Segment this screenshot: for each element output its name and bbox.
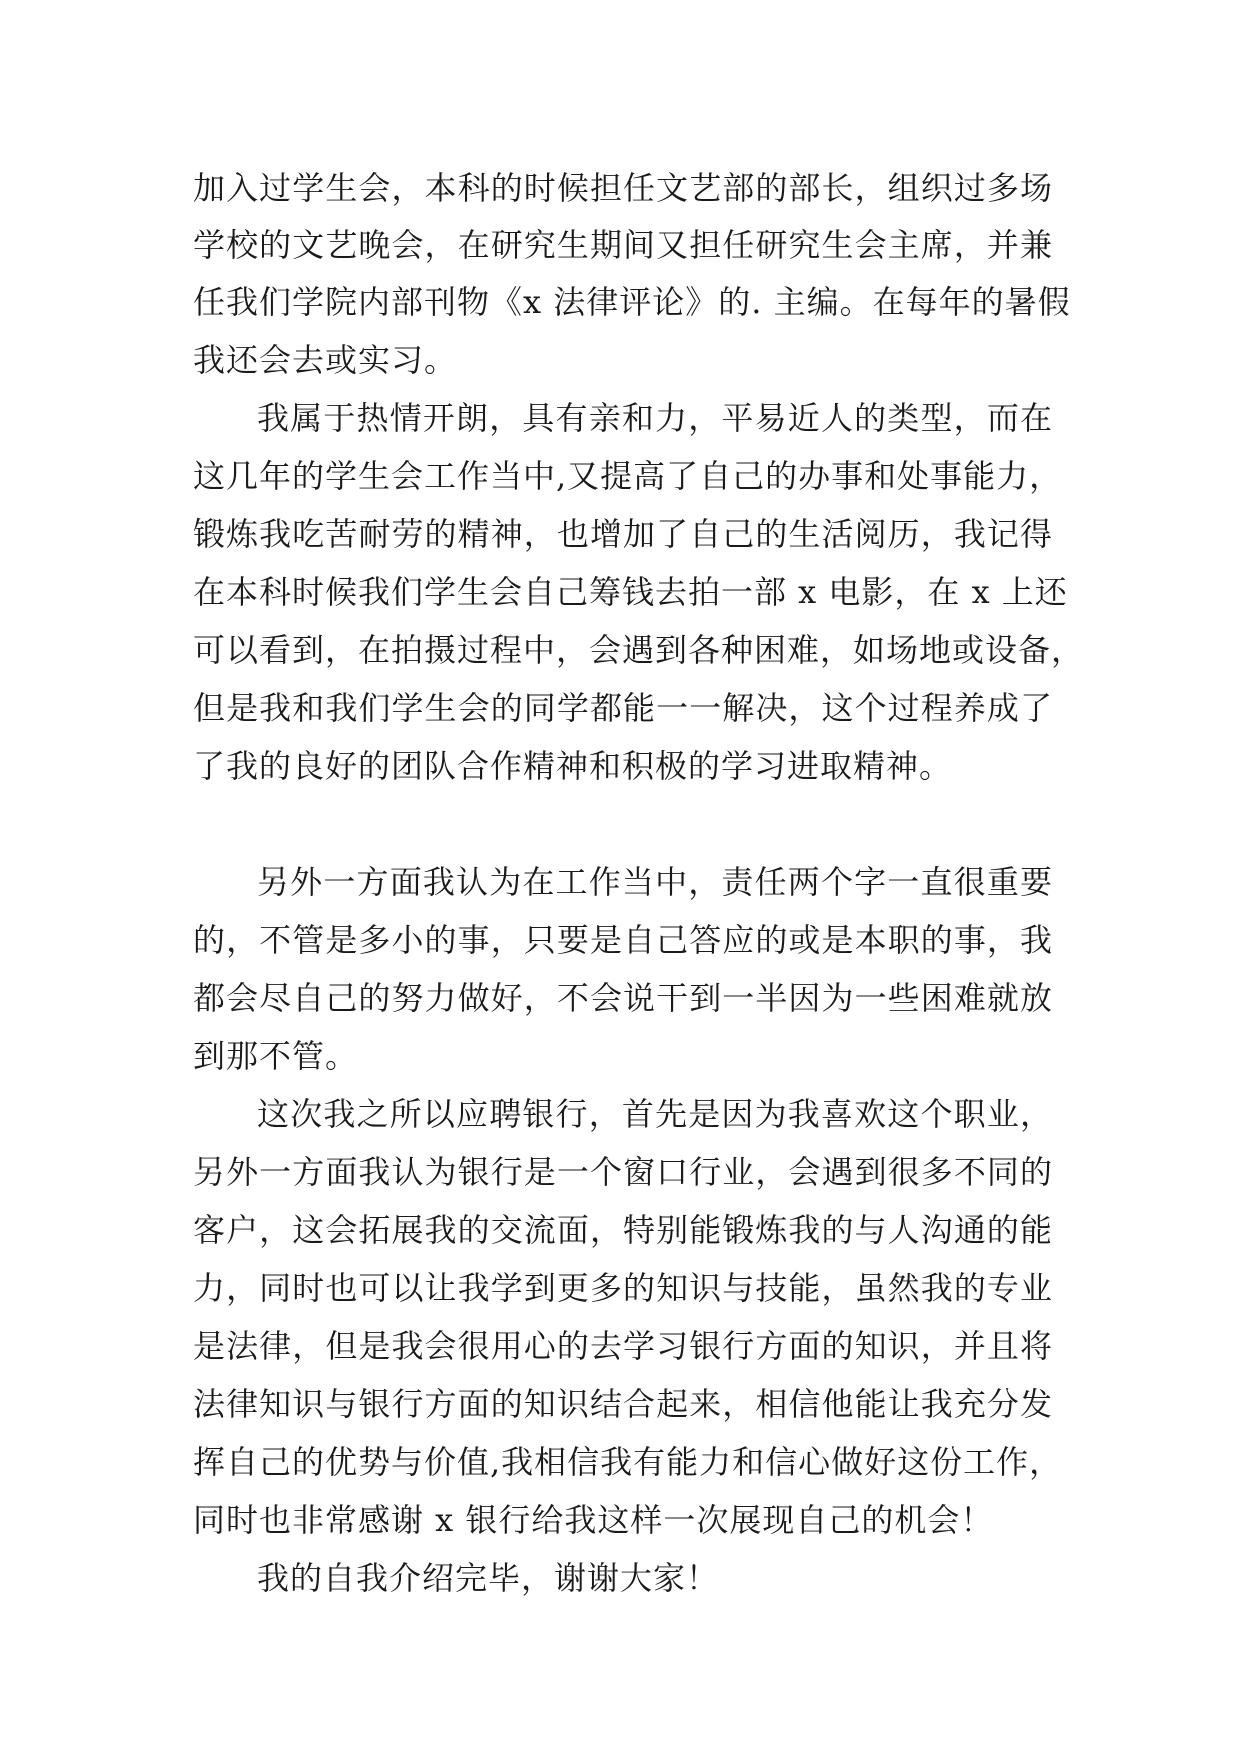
text-line: 力，同时也可以让我学到更多的知识与技能，虽然我的专业 [193,1269,1053,1307]
text-line: 到那不管。 [193,1037,359,1075]
text-line: 我还会去或实习。 [193,341,458,379]
text-line: 但是我和我们学生会的同学都能一一解决，这个过程养成了 [193,689,1053,727]
text-line: 挥自己的优势与价值,我相信我有能力和信心做好这份工作， [193,1443,1063,1481]
text-line: 是法律，但是我会很用心的去学习银行方面的知识，并且将 [193,1327,1053,1365]
text-line: 学校的文艺晚会，在研究生期间又担任研究生会主席，并兼 [193,226,1053,264]
text-line: 客户，这会拓展我的交流面，特别能锻炼我的与人沟通的能 [193,1211,1053,1249]
text-line: 都会尽自己的努力做好，不会说干到一半因为一些困难就放 [193,979,1053,1017]
text-line: 了我的良好的团队合作精神和积极的学习进取精神。 [193,747,953,785]
text-line: 在本科时候我们学生会自己筹钱去拍一部 x 电影，在 x 上还 [193,573,1068,611]
text-line: 的，不管是多小的事，只要是自己答应的或是本职的事，我 [193,921,1053,959]
text-line: 我属于热情开朗，具有亲和力，平易近人的类型，而在 [257,399,1053,437]
text-line: 这次我之所以应聘银行，首先是因为我喜欢这个职业， [257,1095,1053,1133]
text-line: 另外一方面我认为在工作当中，责任两个字一直很重要 [257,863,1053,901]
text-line: 同时也非常感谢 x 银行给我这样一次展现自己的机会！ [193,1501,994,1539]
text-line: 这几年的学生会工作当中,又提高了自己的办事和处事能力， [193,457,1063,495]
text-line: 任我们学院内部刊物《x 法律评论》的. 主编。在每年的暑假 [193,283,1071,321]
text-line: 另外一方面我认为银行是一个窗口行业，会遇到很多不同的 [193,1153,1053,1191]
text-line: 可以看到，在拍摄过程中，会遇到各种困难，如场地或设备， [193,631,1085,669]
text-line: 我的自我介绍完毕，谢谢大家！ [257,1559,720,1597]
text-line: 加入过学生会，本科的时候担任文艺部的部长，组织过多场 [193,169,1053,207]
text-line: 法律知识与银行方面的知识结合起来，相信他能让我充分发 [193,1385,1053,1423]
text-line: 锻炼我吃苦耐劳的精神，也增加了自己的生活阅历，我记得 [193,515,1053,553]
